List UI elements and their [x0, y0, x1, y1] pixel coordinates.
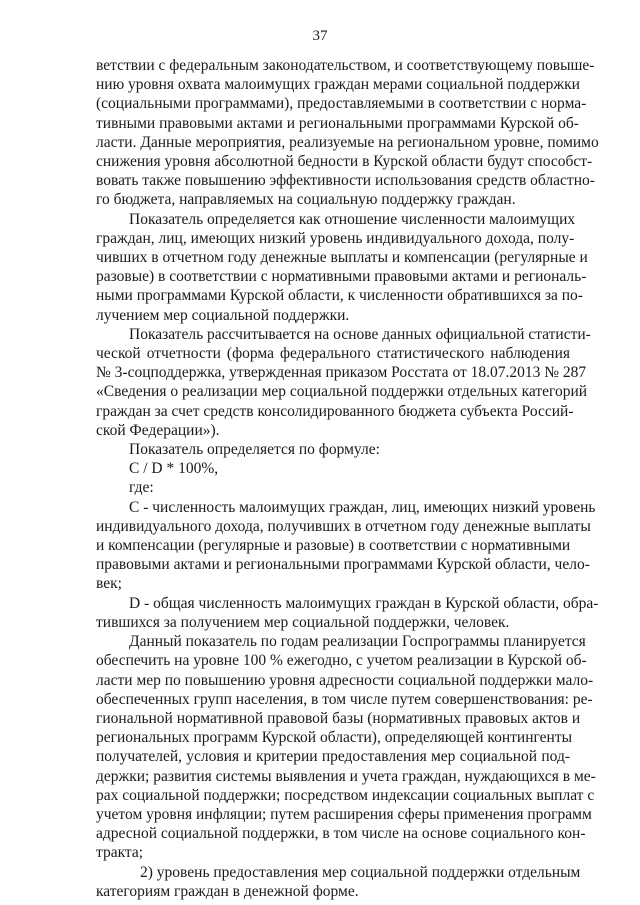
paragraph — [96, 632, 596, 862]
text-line: Данный показатель по годам реализации Госпрограммы планируется — [129, 633, 586, 651]
text-line: где: — [129, 479, 154, 497]
text-line: век; — [96, 575, 122, 593]
paragraph — [96, 478, 570, 497]
page-number: 37 — [312, 28, 328, 44]
text-line: тивными правовыми актами и региональными программами Курской об- — [96, 114, 579, 132]
text-line: обеспечить на уровне 100 % ежегодно, с учетом реализации в Курской об- — [96, 652, 587, 670]
text-line: вовать также повышению эффективности использования средств областно- — [96, 172, 595, 190]
text-line: 2) уровень предоставления мер социальной поддержки отдельным — [140, 863, 581, 881]
body-text — [96, 56, 599, 901]
text-line: правовыми актами и региональными программами Курской области, чело- — [96, 556, 590, 574]
paragraph — [96, 459, 570, 478]
text-line: категориям граждан в денежной форме. — [96, 882, 359, 900]
text-line: Показатель рассчитывается на основе данных официальной статисти- — [129, 325, 591, 343]
text-line: и компенсации (регулярные и разовые) в соответствии с нормативными — [96, 537, 571, 555]
text-line: C / D * 100%, — [129, 460, 219, 478]
text-line: гиональной нормативной правовой базы (нормативных правовых актов и — [96, 709, 581, 727]
paragraph — [96, 863, 581, 901]
text-line: ветствии с федеральным законодательством, и соответствующему повыше- — [96, 57, 595, 74]
text-line: «Сведения о реализации мер социальной поддержки отдельных категорий — [96, 383, 588, 401]
text-line: тившихся за получением мер социальной поддержки, человек. — [96, 613, 510, 631]
text-line: ской Федерации»). — [96, 421, 220, 439]
text-line: го бюджета, направляемых на социальную поддержку граждан. — [96, 191, 516, 209]
text-line: снижения уровня абсолютной бедности в Курской области будут способст- — [96, 153, 593, 171]
text-line: рах социальной поддержки; посредством индексации социальных выплат с — [96, 786, 595, 804]
text-line: ласти мер по повышению уровня адресности социальной поддержки мало- — [96, 671, 594, 689]
paragraph — [96, 440, 570, 459]
text-line: нию уровня охвата малоимущих граждан мерами социальной поддержки — [96, 76, 580, 94]
text-line: учетом уровня инфляции; путем расширения сферы применения программ — [96, 805, 592, 823]
text-line: чивших в отчетном году денежные выплаты и компенсации (регулярные и — [96, 249, 588, 267]
paragraph — [96, 498, 596, 594]
text-line: получателей, условия и критерии предоставления мер социальной под- — [96, 748, 570, 766]
text-line: граждан за счет средств консолидированного бюджета субъекта Россий- — [96, 402, 574, 420]
text-line: индивидуального дохода, получивших в отчетном году денежные выплаты — [96, 517, 591, 535]
text-line: держки; развития системы выявления и учета граждан, нуждающихся в ме- — [96, 767, 596, 785]
paragraph — [96, 594, 599, 632]
text-line: граждан, лиц, имеющих низкий уровень индивидуального дохода, полу- — [96, 229, 575, 247]
text-line: ческой отчетности (форма федерального статистического наблюдения — [96, 345, 570, 363]
paragraph — [96, 210, 588, 325]
text-line: ными программами Курской области, к численности обратившихся за по- — [96, 287, 583, 305]
paragraph — [96, 56, 599, 210]
text-line: лучением мер социальной поддержки. — [96, 306, 350, 324]
text-line: (социальными программами), предоставляемыми в соответствии с норма- — [96, 95, 587, 113]
text-line: региональных программ Курской области), определяющей контингенты — [96, 729, 573, 747]
text-line: Показатель определяется по формуле: — [129, 441, 380, 459]
text-line: № 3-соцподдержка, утвержденная приказом Росстата от 18.07.2013 № 287 — [96, 364, 587, 382]
text-line: разовые) в соответствии с нормативными правовыми актами и региональ- — [96, 268, 587, 286]
text-line: ласти. Данные мероприятия, реализуемые на региональном уровне, помимо — [96, 133, 599, 151]
text-line: Показатель определяется как отношение численности малоимущих — [129, 210, 576, 228]
text-line: тракта; — [96, 844, 144, 862]
text-line: адресной социальной поддержки, в том числе на основе социального кон- — [96, 825, 586, 843]
text-line: C - численность малоимущих граждан, лиц, имеющих низкий уровень — [129, 498, 596, 516]
text-line: D - общая численность малоимущих граждан в Курской области, обра- — [129, 594, 599, 612]
paragraph — [96, 325, 591, 440]
text-line: обеспеченных групп населения, в том числе путем совершенствования: ре- — [96, 690, 593, 708]
